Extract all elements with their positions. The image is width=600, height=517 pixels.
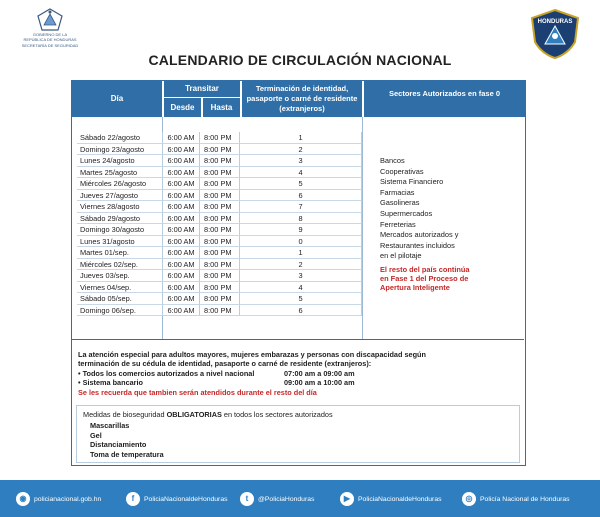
cell-desde: 6:00 AM [163, 144, 200, 156]
cell-terminacion: 0 [240, 236, 362, 248]
table-row [77, 293, 362, 305]
cell-dia: Jueves 03/sep. [77, 270, 163, 282]
badge-text: HONDURAS [537, 19, 573, 25]
cell-hasta: 8:00 PM [200, 201, 240, 213]
cell-terminacion: 4 [240, 167, 362, 179]
footer-link-instagram[interactable]: ◎ Policía Nacional de Honduras [462, 491, 570, 507]
facebook-icon: f [126, 492, 140, 506]
cell-terminacion: 3 [240, 270, 362, 282]
cell-terminacion: 2 [240, 259, 362, 271]
cell-terminacion: 7 [240, 201, 362, 213]
cell-dia: Domingo 30/agosto [77, 224, 163, 236]
cell-hasta: 8:00 PM [200, 155, 240, 167]
cell-dia: Sábado 22/agosto [77, 132, 163, 144]
footer-social-bar [0, 480, 600, 517]
cell-desde: 6:00 AM [163, 167, 200, 179]
cell-hasta: 8:00 PM [200, 213, 240, 225]
col-header-sectores: Sectores Autorizados en fase 0 [364, 81, 525, 117]
footer-link-web[interactable]: ◉ policianacional.gob.hn [16, 491, 101, 507]
atencion-especial-notes: La atención especial para adultos mayores, mujeres embarazas y personas con discapacidad según terminación de su cédula de identidad, pasaporte o carné de residente (extranjeros): • Todos los comercios autorizados a nivel nacional 07:00 am a 09:00 am • Sistema bancario 09:00 am a 10:00 am Se les recuerda que tambien serán atendidos durante el resto del día [78, 350, 426, 397]
youtube-icon: ▶ [340, 492, 354, 506]
cell-desde: 6:00 AM [163, 259, 200, 271]
sector-item: Gasolineras [380, 198, 420, 208]
cell-dia: Domingo 23/agosto [77, 144, 163, 156]
cell-hasta: 8:00 PM [200, 293, 240, 305]
sector-item: Ferreterias [380, 219, 416, 229]
cell-terminacion: 5 [240, 293, 362, 305]
header [0, 0, 600, 80]
cell-hasta: 8:00 PM [200, 224, 240, 236]
twitter-icon: t [240, 492, 254, 506]
sector-item: Cooperativas [380, 166, 424, 176]
table-row [77, 155, 362, 167]
cell-hasta: 8:00 PM [200, 236, 240, 248]
cell-desde: 6:00 AM [163, 178, 200, 190]
bioseguridad-item: Toma de temperatura [90, 449, 164, 459]
cell-desde: 6:00 AM [163, 236, 200, 248]
sector-item: Farmacias [380, 187, 415, 197]
cell-dia: Miércoles 26/agosto [77, 178, 163, 190]
bioseguridad-title: Medidas de bioseguridad OBLIGATORIAS en todos los sectores autorizados [83, 410, 333, 419]
cell-desde: 6:00 AM [163, 270, 200, 282]
web-icon: ◉ [16, 492, 30, 506]
col-header-terminacion: Terminación de identidad, pasaporte o carné de residente (extranjeros) [242, 81, 362, 117]
table-row [77, 178, 362, 190]
cell-desde: 6:00 AM [163, 282, 200, 294]
table-row [77, 213, 362, 225]
cell-dia: Lunes 24/agosto [77, 155, 163, 167]
cell-hasta: 8:00 PM [200, 305, 240, 317]
col-header-dia: Día [72, 81, 162, 117]
table-row [77, 270, 362, 282]
cell-desde: 6:00 AM [163, 190, 200, 202]
cell-terminacion: 6 [240, 305, 362, 317]
cell-terminacion: 2 [240, 144, 362, 156]
footer-link-youtube[interactable]: ▶ PoliciaNacionaldeHonduras [340, 491, 442, 507]
cell-dia: Sábado 05/sep. [77, 293, 163, 305]
cell-terminacion: 4 [240, 282, 362, 294]
cell-hasta: 8:00 PM [200, 270, 240, 282]
instagram-icon: ◎ [462, 492, 476, 506]
table-row [77, 236, 362, 248]
table-row [77, 132, 362, 144]
cell-terminacion: 1 [240, 247, 362, 259]
table-row [77, 282, 362, 294]
table-row [77, 190, 362, 202]
government-logo: GOBIERNO DE LA REPÚBLICA DE HONDURAS SECRETARÍA DE SEGURIDAD [20, 8, 80, 68]
cell-terminacion: 1 [240, 132, 362, 144]
cell-desde: 6:00 AM [163, 132, 200, 144]
sector-item: Bancos [380, 156, 405, 165]
sector-item: Supermercados [380, 208, 433, 218]
cell-hasta: 8:00 PM [200, 282, 240, 294]
cell-terminacion: 5 [240, 178, 362, 190]
footer-link-twitter[interactable]: t @PoliciaHonduras [240, 491, 314, 507]
sector-item: Mercados autorizados y [380, 230, 459, 240]
cell-hasta: 8:00 PM [200, 178, 240, 190]
schedule-rows [77, 132, 362, 316]
cell-dia: Viernes 28/agosto [77, 201, 163, 213]
bioseguridad-item: Gel [90, 430, 102, 440]
cell-desde: 6:00 AM [163, 201, 200, 213]
sector-item: Sistema Financiero [380, 177, 444, 187]
cell-terminacion: 3 [240, 155, 362, 167]
table-row [77, 167, 362, 179]
cell-hasta: 8:00 PM [200, 132, 240, 144]
cell-desde: 6:00 AM [163, 213, 200, 225]
cell-desde: 6:00 AM [163, 305, 200, 317]
sector-item: Restaurantes incluidos [380, 240, 455, 250]
table-row [77, 224, 362, 236]
bioseguridad-box [76, 405, 520, 463]
footer-link-facebook[interactable]: f PoliciaNacionaldeHonduras [126, 491, 228, 507]
cell-hasta: 8:00 PM [200, 190, 240, 202]
cell-dia: Viernes 04/sep. [77, 282, 163, 294]
table-row [77, 247, 362, 259]
col-header-hasta: Hasta [203, 98, 240, 117]
cell-terminacion: 6 [240, 190, 362, 202]
coat-of-arms-icon [37, 8, 63, 32]
table-row [77, 144, 362, 156]
cell-dia: Martes 25/agosto [77, 167, 163, 179]
cell-hasta: 8:00 PM [200, 259, 240, 271]
cell-desde: 6:00 AM [163, 224, 200, 236]
sectores-list [380, 156, 520, 292]
cell-terminacion: 8 [240, 213, 362, 225]
cell-dia: Jueves 27/agosto [77, 190, 163, 202]
col-header-transitar: Transitar [164, 81, 240, 97]
cell-desde: 6:00 AM [163, 155, 200, 167]
column-divider [362, 117, 363, 339]
fase-note: El resto del país continúa en Fase 1 del Proceso de Apertura Inteligente [380, 264, 470, 292]
cell-terminacion: 9 [240, 224, 362, 236]
page-title: CALENDARIO DE CIRCULACIÓN NACIONAL [148, 52, 452, 68]
table-row [77, 201, 362, 213]
cell-dia: Martes 01/sep. [77, 247, 163, 259]
table-row [77, 305, 362, 317]
bioseguridad-item: Mascarillas [90, 421, 130, 431]
cell-dia: Lunes 31/agosto [77, 236, 163, 248]
section-divider [72, 339, 524, 340]
sector-item: en el pilotaje [380, 251, 422, 261]
table-row [77, 259, 362, 271]
cell-hasta: 8:00 PM [200, 247, 240, 259]
cell-dia: Miércoles 02/sep. [77, 259, 163, 271]
col-header-desde: Desde [164, 98, 201, 117]
cell-hasta: 8:00 PM [200, 144, 240, 156]
cell-desde: 6:00 AM [163, 293, 200, 305]
calendar-panel [71, 80, 526, 466]
cell-desde: 6:00 AM [163, 247, 200, 259]
bioseguridad-item: Distanciamiento [90, 440, 147, 450]
cell-hasta: 8:00 PM [200, 167, 240, 179]
cell-dia: Domingo 06/sep. [77, 305, 163, 317]
cell-dia: Sábado 29/agosto [77, 213, 163, 225]
